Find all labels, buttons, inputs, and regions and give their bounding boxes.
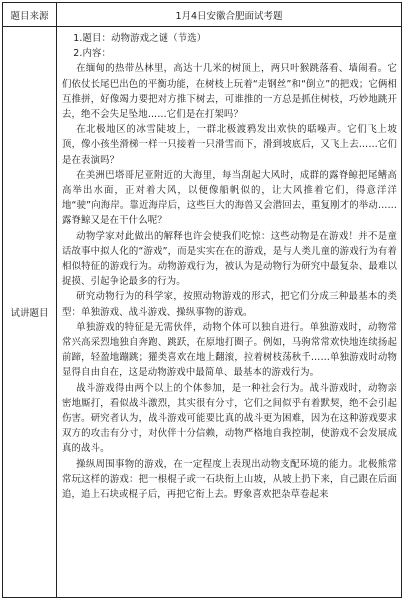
paragraph: 研究动物行为的科学家，按照动物游戏的形式，把它们分成三种最基本的类型：单独游戏、战斗游戏、操纵事物的游戏。 <box>62 291 397 318</box>
paragraph: 在美洲巴塔哥尼亚附近的大海里，每当刮起大风时，成群的露脊鲸把尾鳍高高举出水面，正对着大风，以便像船帆似的，让大风推着它们，得意洋洋地“驶”向海岸。靠近海岸后，这些巨大的海兽又会潜回去，重复刚才的举动……露脊鲸又是在干什么呢？ <box>62 169 397 227</box>
header-row <box>3 3 401 27</box>
content-row <box>3 27 401 597</box>
content-label: 2.内容： <box>73 48 112 60</box>
paragraph: 单独游戏的特征是无需伙伴，动物个体可以独自进行。单独游戏时，动物常常兴高采烈地独自奔跑、跳跃，在原地打圈子。例如，马驹常常欢快地连续扬起前蹄，轻盈地蹦跳；獾类喜欢在地上翻滚，拉着树枝荡秋千……单独游戏时动物显得自由自在，这是动物游戏中最简单、最基本的游戏行为。 <box>62 321 397 379</box>
source-title: 1月4日安徽合肥面试考题 <box>175 10 283 22</box>
paragraph: 在北极地区的冰雪陡坡上，一群北极渡鸦发出欢快的聒噪声。它们飞上坡顶，像小孩坐滑梯一样一只接着一只滑雪而下，滑到坡底后，又飞上去……它们是在表演吗？ <box>62 124 397 166</box>
paragraph: 在缅甸的热带丛林里，高达十几米的树顶上，两只叶猴跳落看、墙闹看。它们依仗长尾巴出色的平衡功能，在树枝上玩着“走钢丝”和“倒立”的把戏；它俩相互推拼，好像竭力要把对方推下树去，可谁推的一方总是抓住树枝，巧妙地跳开去，绝不会失足坠地……它们是在打架吗？ <box>62 63 397 121</box>
topic-label: 试讲题目 <box>3 27 57 597</box>
topic-title: 1.题目：动物游戏之谜（节选） <box>73 33 207 44</box>
topic-content <box>57 27 401 597</box>
source-label: 题目来源 <box>3 3 57 26</box>
document-table <box>2 2 402 598</box>
paragraph: 操纵周围事物的游戏，在一定程度上表现出动物支配环境的能力。北极熊常常玩这样的游戏：把一根棍子或一石块衔上山坡，从坡上扔下来，自己跟在后面追，追上石块或棍子后，再把它衔上去。野象喜欢把杂草卷起来 <box>62 458 397 501</box>
paragraph: 动物学家对此做出的解释也许会使我们吃惊：这些动物是在游戏！并不是童话故事中拟人化的“游戏”，而是实实在在的游戏，是与人类儿童的游戏行为有着相似特征的游戏行为。动物游戏行为，被认为是动物行为研究中最复杂、最难以捉摸、引起争论最多的行为。 <box>62 230 397 288</box>
paragraph: 战斗游戏得由两个以上的个体参加，是一种社会行为。战斗游戏时，动物亲密地厮打，看似战斗激烈，其实很有分寸，它们之间似乎有着默契，绝不会引起伤害。研究者认为，战斗游戏可能要比真的战斗更为困难，因为在这种游戏要求双方的攻击有分寸，对伙伴十分信赖，动物严格地自我控制，使游戏不会发展成真的战斗。 <box>62 382 397 455</box>
